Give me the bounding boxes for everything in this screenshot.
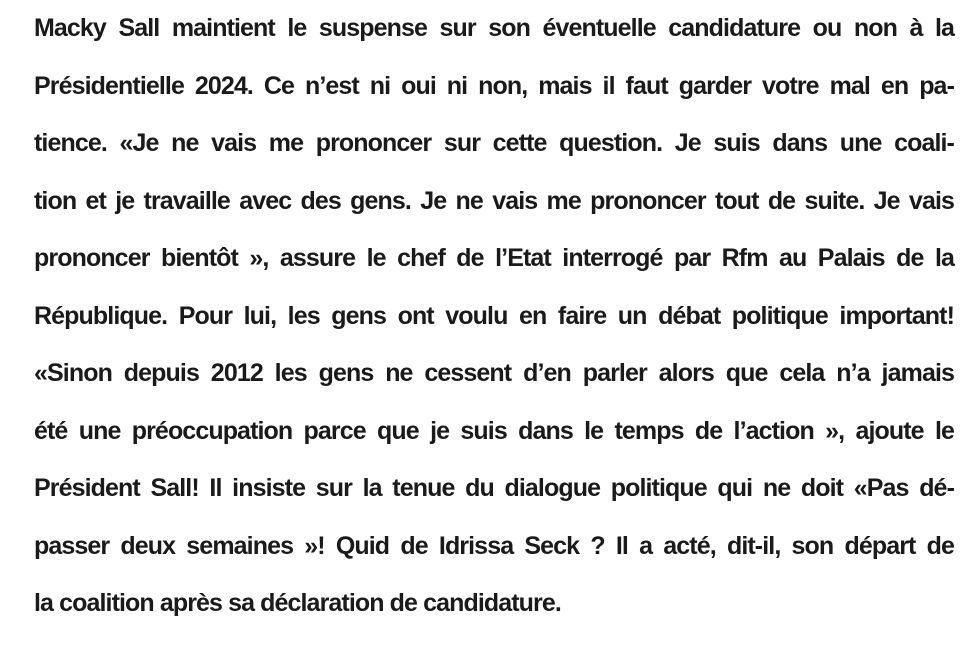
article-line: tience. «Je ne vais me prononcer sur cette question. Je suis dans une coali- [34,129,954,157]
article-line: «Sinon depuis 2012 les gens ne cessent d’en parler alors que cela n’a jamais [34,359,954,387]
article-line: Macky Sall maintient le suspense sur son éventuelle candidature ou non à la [34,14,954,42]
article-line: Président Sall! Il insiste sur la tenue du dialogue politique qui ne doit «Pas dé- [34,474,954,502]
article-line: passer deux semaines »! Quid de Idrissa Seck ? Il a acté, dit-il, son départ de [34,531,954,560]
article-line: tion et je travaille avec des gens. Je ne vais me prononcer tout de suite. Je vais [34,186,954,215]
article-line: République. Pour lui, les gens ont voulu en faire un débat politique important! [34,301,954,330]
article-line-last: la coalition après sa déclaration de candidature. [34,589,561,617]
article-line: prononcer bientôt », assure le chef de l’Etat interrogé par Rfm au Palais de la [34,244,954,272]
article-line: Présidentielle 2024. Ce n’est ni oui ni non, mais il faut garder votre mal en pa- [34,71,954,100]
article-line: été une préoccupation parce que je suis dans le temps de l’action », ajoute le [34,416,954,445]
article-paragraph [34,0,954,633]
